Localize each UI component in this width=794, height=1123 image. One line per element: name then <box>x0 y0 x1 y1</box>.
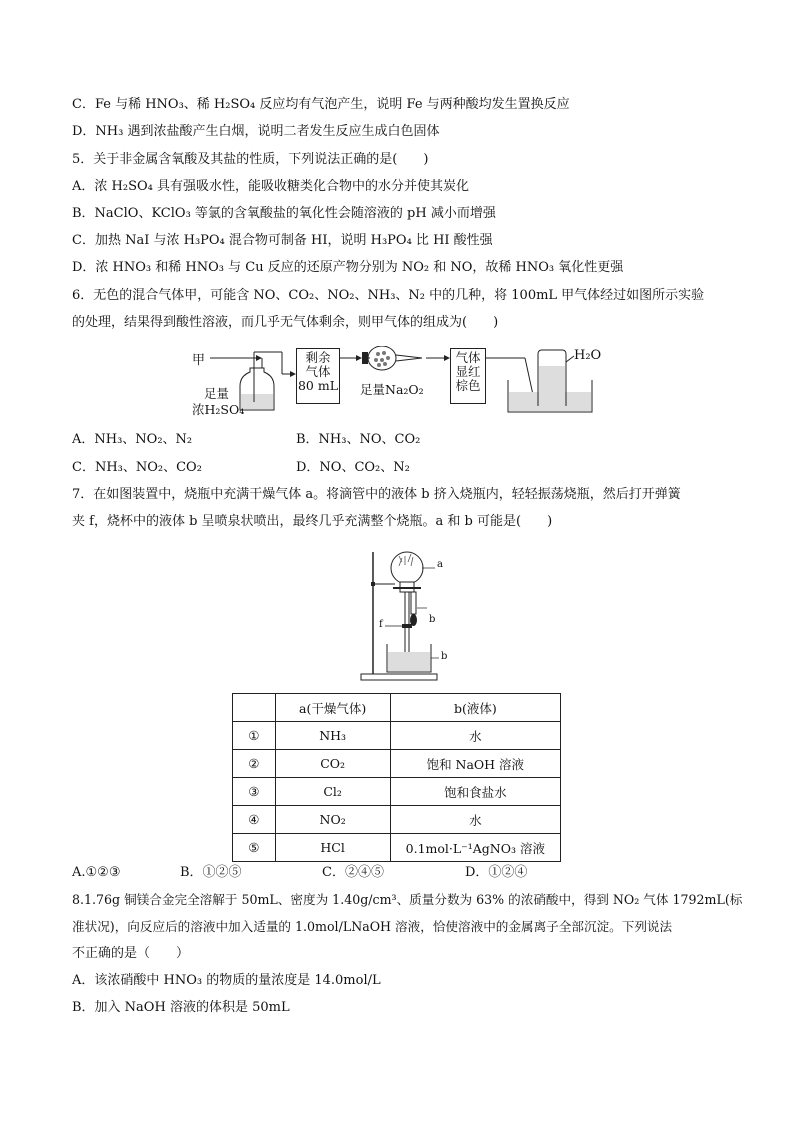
table-header-cell: a(干燥气体) <box>275 694 390 722</box>
table-cell: CO₂ <box>275 750 390 778</box>
q7-label-a: a <box>437 559 443 570</box>
q6-flow-diagram <box>190 346 610 426</box>
table-row <box>233 722 561 750</box>
q4-option-c: C．Fe 与稀 HNO₃、稀 H₂SO₄ 反应均有气泡产生，说明 Fe 与两种酸均发生置换反应 <box>72 97 570 112</box>
q6-stem-line1: 6．无色的混合气体甲，可能含 NO、CO₂、NO₂、NH₃、N₂ 中的几种，将 100mL 甲气体经过如图所示实验 <box>72 288 705 303</box>
q6-box2-line2: 显红 <box>455 364 481 379</box>
q6-box1-line3: 80 mL <box>297 378 339 393</box>
q5-option-a: A．浓 H₂SO₄ 具有强吸水性，能吸收糖类化合物中的水分并使其炭化 <box>72 179 469 194</box>
q6-option-d: D．NO、CO₂、N₂ <box>296 460 410 475</box>
q6-box2-line1: 气体 <box>455 350 481 365</box>
q6-stem-line2: 的处理，结果得到酸性溶液，而几乎无气体剩余，则甲气体的组成为( ) <box>72 315 499 330</box>
q6-box1-line2: 气体 <box>305 364 331 379</box>
table-cell: 饱和 NaOH 溶液 <box>390 750 560 778</box>
table-cell: NO₂ <box>275 806 390 834</box>
q8-option-a: A．该浓硝酸中 HNO₃ 的物质的量浓度是 14.0mol/L <box>72 973 381 988</box>
q6-box-remaining-gas <box>296 348 340 404</box>
q8-option-b: B．加入 NaOH 溶液的体积是 50mL <box>72 1000 290 1015</box>
table-cell: HCl <box>275 834 390 862</box>
q6-option-a: A．NH₃、NO₂、N₂ <box>72 432 193 447</box>
q6-box1-line1: 剩余 <box>305 350 331 365</box>
q5-stem: 5．关于非金属含氧酸及其盐的性质，下列说法正确的是( ) <box>72 152 429 167</box>
q6-peroxide-label: 足量Na₂O₂ <box>360 382 424 397</box>
table-header-cell: b(液体) <box>390 694 560 722</box>
q7-option-c: C．②④⑤ <box>322 865 384 880</box>
table-row <box>233 806 561 834</box>
table-cell: ④ <box>233 806 276 834</box>
table-cell: 水 <box>390 722 560 750</box>
q7-stem-line2: 夹 f，烧杯中的液体 b 呈喷泉状喷出，最终几乎充满整个烧瓶。a 和 b 可能是( ) <box>72 514 553 529</box>
table-cell: ③ <box>233 778 276 806</box>
q8-stem-line2: 准状况)，向反应后的溶液中加入适量的 1.0mol/LNaOH 溶液，恰使溶液中的金属离子全部沉淀。下列说法 <box>72 919 673 934</box>
q7-label-b-dropper: b <box>429 614 436 625</box>
q7-label-f: f <box>379 619 383 630</box>
q6-option-b: B．NH₃、NO、CO₂ <box>296 432 421 447</box>
q5-option-d: D．浓 HNO₃ 和稀 HNO₃ 与 Cu 反应的还原产物分别为 NO₂ 和 NO，故稀 HNO₃ 氧化性更强 <box>72 260 624 275</box>
table-row <box>233 750 561 778</box>
table-cell: Cl₂ <box>275 778 390 806</box>
table-cell: 水 <box>390 806 560 834</box>
q5-option-c: C．加热 NaI 与浓 H₃PO₄ 混合物可制备 HI，说明 H₃PO₄ 比 HI 酸性强 <box>72 233 493 248</box>
q7-option-b: B．①②⑤ <box>180 865 242 880</box>
table-header-cell <box>233 694 276 722</box>
table-header-row <box>233 694 561 722</box>
table-cell: NH₃ <box>275 722 390 750</box>
q4-option-d: D．NH₃ 遇到浓盐酸产生白烟，说明二者发生反应生成白色固体 <box>72 124 440 139</box>
q6-acid-label-line2: 浓H₂SO₄ <box>192 402 245 417</box>
table-row <box>233 778 561 806</box>
q6-option-c: C．NH₃、NO₂、CO₂ <box>72 460 202 475</box>
q7-table <box>232 693 561 862</box>
q7-option-d: D．①②④ <box>465 865 528 880</box>
q7-apparatus-drawing <box>355 548 465 683</box>
table-cell: ② <box>233 750 276 778</box>
q6-box-red-brown-gas <box>450 348 486 404</box>
table-cell: ① <box>233 722 276 750</box>
q7-fountain-apparatus <box>355 548 465 683</box>
q7-option-a: A.①②③ <box>72 865 121 880</box>
q5-option-b: B．NaClO、KClO₃ 等氯的含氧酸盐的氧化性会随溶液的 pH 减小而增强 <box>72 206 496 221</box>
q6-water-label: H₂O <box>574 348 602 363</box>
q8-stem-line1: 8.1.76g 铜镁合金完全溶解于 50mL、密度为 1.40g/cm³、质量分数为 63% 的浓硝酸中，得到 NO₂ 气体 1792mL(标 <box>72 892 743 907</box>
q7-stem-line1: 7．在如图装置中，烧瓶中充满干燥气体 a。将滴管中的液体 b 挤入烧瓶内，轻轻振荡烧瓶，然后打开弹簧 <box>72 487 681 502</box>
q8-stem-line3: 不正确的是（ ） <box>72 946 190 961</box>
q6-box2-line3: 棕色 <box>455 378 481 393</box>
q7-label-b-beaker: b <box>441 651 448 662</box>
table-row <box>233 834 561 862</box>
table-cell: 饱和食盐水 <box>390 778 560 806</box>
table-cell: ⑤ <box>233 834 276 862</box>
table-cell: 0.1mol·L⁻¹AgNO₃ 溶液 <box>390 834 560 862</box>
q6-gas-label: 甲 <box>192 353 206 368</box>
q6-acid-label-line1: 足量 <box>204 386 230 401</box>
